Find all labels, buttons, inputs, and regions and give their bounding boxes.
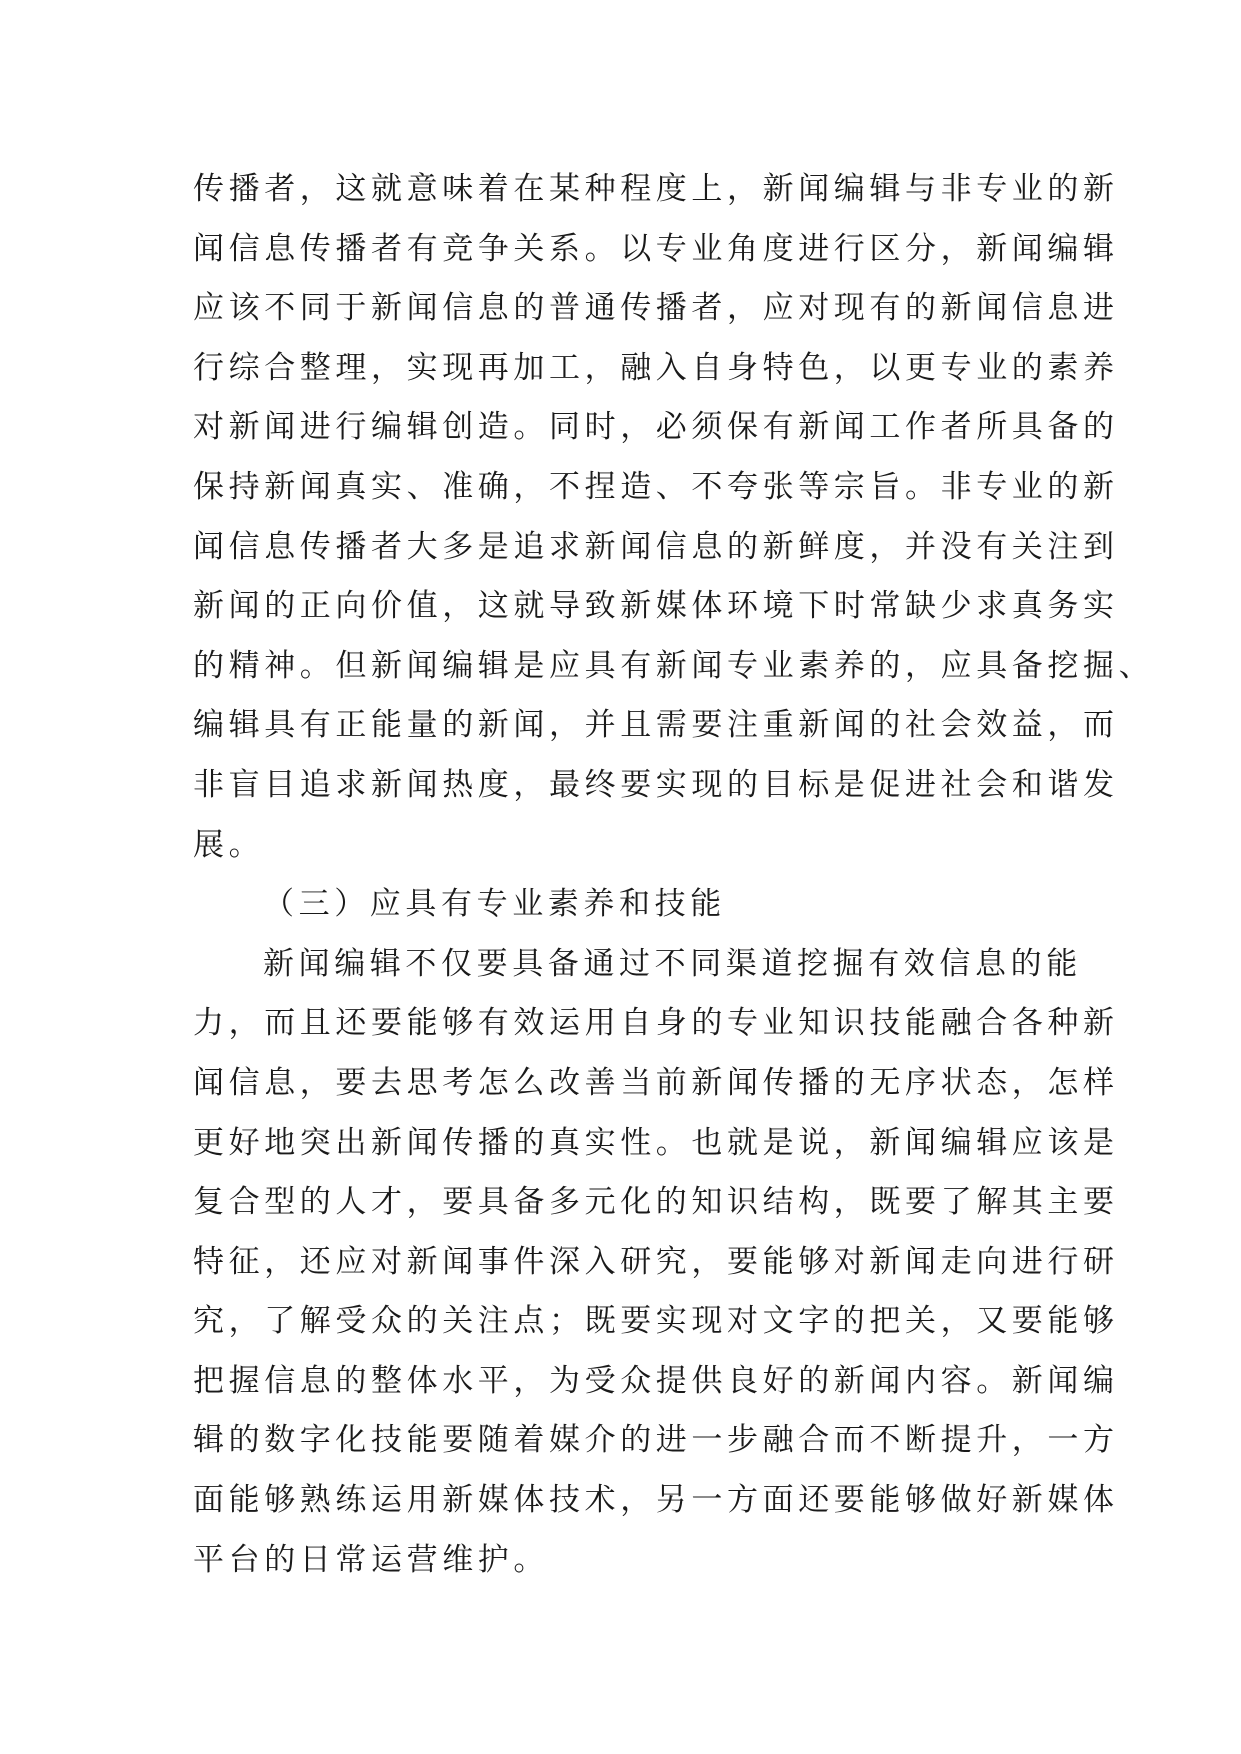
text-line: 保持新闻真实、准确，不捏造、不夸张等宗旨。非专业的新 xyxy=(193,468,1119,505)
text-line: 编辑具有正能量的新闻，并且需要注重新闻的社会效益，而 xyxy=(193,707,1119,744)
text-line: 非盲目追求新闻热度，最终要实现的目标是促进社会和谐发 xyxy=(193,766,1119,803)
text-line: 应该不同于新闻信息的普通传播者，应对现有的新闻信息进 xyxy=(193,290,1119,327)
text-line: 闻信息，要去思考怎么改善当前新闻传播的无序状态，怎样 xyxy=(193,1064,1119,1101)
body-text xyxy=(193,160,1155,1590)
text-line: 复合型的人才，要具备多元化的知识结构，既要了解其主要 xyxy=(193,1184,1119,1221)
text-line: 传播者，这就意味着在某种程度上，新闻编辑与非专业的新 xyxy=(193,171,1119,207)
text-line: 究，了解受众的关注点；既要实现对文字的把关，又要能够 xyxy=(193,1303,1119,1340)
section-heading: （三）应具有专业素养和技能 xyxy=(263,886,726,923)
text-line: 展。 xyxy=(193,826,265,863)
text-line: 面能够熟练运用新媒体技术，另一方面还要能够做好新媒体 xyxy=(193,1482,1119,1519)
text-line: 闻信息传播者有竞争关系。以专业角度进行区分，新闻编辑 xyxy=(193,230,1119,267)
text-line: 力，而且还要能够有效运用自身的专业知识技能融合各种新 xyxy=(193,1005,1119,1042)
text-line: 的精神。但新闻编辑是应具有新闻专业素养的，应具备挖掘、 xyxy=(193,647,1155,684)
text-line: 行综合整理，实现再加工，融入自身特色，以更专业的素养 xyxy=(193,349,1119,386)
text-line: 新闻的正向价值，这就导致新媒体环境下时常缺少求真务实 xyxy=(193,588,1119,625)
text-line: 新闻编辑不仅要具备通过不同渠道挖掘有效信息的能 xyxy=(263,945,1082,982)
text-line: 特征，还应对新闻事件深入研究，要能够对新闻走向进行研 xyxy=(193,1243,1119,1280)
text-line: 更好地突出新闻传播的真实性。也就是说，新闻编辑应该是 xyxy=(193,1124,1119,1161)
paragraph-2 xyxy=(193,935,1119,1591)
text-line: 把握信息的整体水平，为受众提供良好的新闻内容。新闻编 xyxy=(193,1362,1119,1399)
text-line: 辑的数字化技能要随着媒介的进一步融合而不断提升，一方 xyxy=(193,1422,1119,1459)
paragraph-1 xyxy=(193,160,1155,875)
text-line: 平台的日常运营维护。 xyxy=(193,1541,549,1578)
text-line: 对新闻进行编辑创造。同时，必须保有新闻工作者所具备的 xyxy=(193,409,1119,446)
text-line: 闻信息传播者大多是追求新闻信息的新鲜度，并没有关注到 xyxy=(193,528,1119,565)
